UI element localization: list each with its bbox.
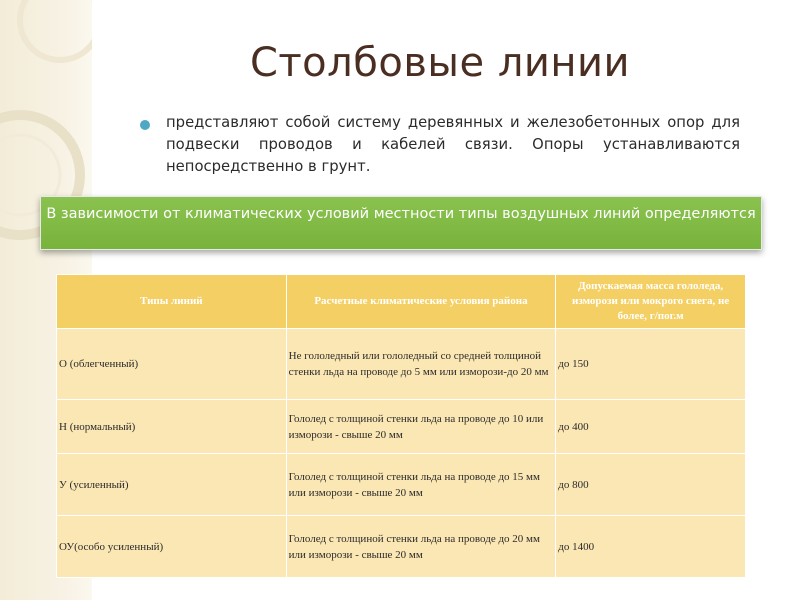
table-header-row (57, 275, 746, 329)
cell-mass: до 1400 (556, 516, 746, 578)
cell-mass: до 150 (556, 329, 746, 400)
cell-mass: до 800 (556, 454, 746, 516)
cell-line-type: У (усиленный) (57, 454, 287, 516)
cell-line-type: О (облегченный) (57, 329, 287, 400)
table-row (57, 400, 746, 454)
cell-conditions: Гололед с толщиной стенки льда на проводе до 10 или изморози - свыше 20 мм (286, 400, 556, 454)
cell-conditions: Гололед с толщиной стенки льда на проводе до 15 мм или изморози - свыше 20 мм (286, 454, 556, 516)
table-row (57, 454, 746, 516)
line-types-table (56, 274, 746, 578)
header-climate-conditions: Расчетные климатические условия района (286, 275, 556, 329)
cell-mass: до 400 (556, 400, 746, 454)
header-allowed-mass: Допускаемая масса гололеда, изморози или мокрого снега, не более, г/пог.м (556, 275, 746, 329)
cell-line-type: ОУ(особо усиленный) (57, 516, 287, 578)
bullet-paragraph (140, 112, 740, 178)
cell-conditions: Гололед с толщиной стенки льда на проводе до 20 мм или изморози - свыше 20 мм (286, 516, 556, 578)
page-title: Столбовые линии (249, 40, 631, 86)
bullet-dot-icon (140, 120, 150, 130)
table-row (57, 329, 746, 400)
cell-line-type: Н (нормальный) (57, 400, 287, 454)
table-row (57, 516, 746, 578)
bullet-text: представляют собой систему деревянных и железобетонных опор для подвески проводов и кабелей связи. Опоры устанавливаются непосредственно в грунт. (166, 114, 740, 175)
climate-banner: В зависимости от климатических условий местности типы воздушных линий определяются (40, 196, 762, 250)
header-line-types: Типы линий (57, 275, 287, 329)
cell-conditions: Не гололедный или гололедный со средней толщиной стенки льда на проводе до 5 мм или изморози-до 20 мм (286, 329, 556, 400)
